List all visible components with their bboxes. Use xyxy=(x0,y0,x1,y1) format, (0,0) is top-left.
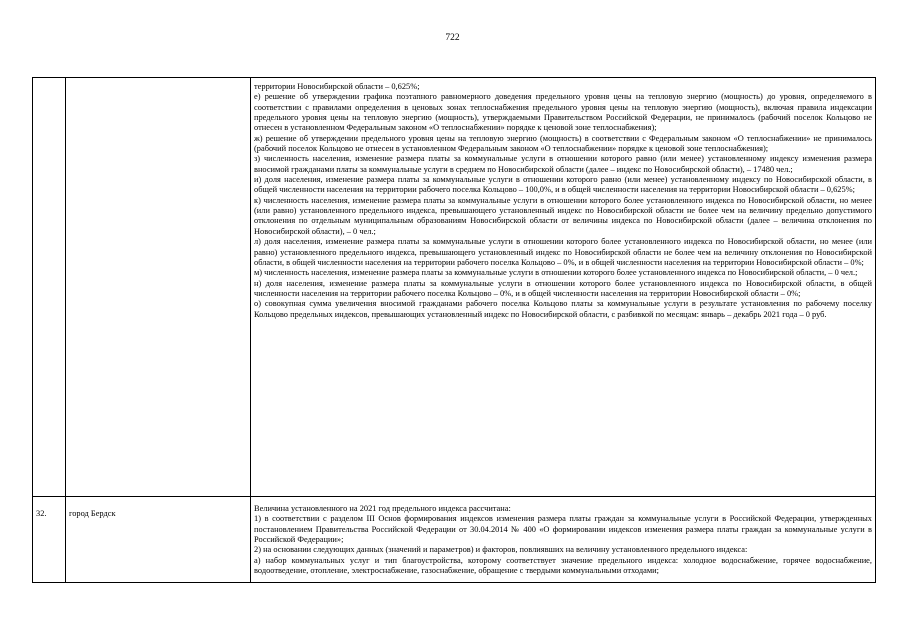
table-row xyxy=(33,78,876,497)
row-number-cell: 32. xyxy=(33,497,66,583)
paragraph: а) набор коммунальных услуг и тип благоустройства, которому соответствует значение предельного индекса: холодное водоснабжение, горячее водоснабжение, водоотведение, отопление, электроснабжение, газоснабжение, обращение с твердыми коммунальными отходами; xyxy=(254,555,872,576)
document-table xyxy=(32,77,876,583)
page-number: 722 xyxy=(445,33,460,43)
paragraph: о) совокупная сумма увеличения вносимой гражданами рабочего поселка Кольцово платы за коммунальные услуги в результате установления по рабочему поселку Кольцово предельных индексов, превышающих установленный индекс по Новосибирской области, с разбивкой по месяцам: январь – декабрь 2021 года – 0 руб. xyxy=(254,299,872,319)
row-number-cell xyxy=(33,78,66,497)
paragraph: и) доля населения, изменение размера платы за коммунальные услуги в отношении которого равно (или менее) установленному индексу по Новосибирской области, в общей численности населения на территории рабочего поселка Кольцово – 100,0%, и в общей численности населения на территории Новосибирской области – 0,625%; xyxy=(254,175,872,195)
paragraph: е) решение об утверждении графика поэтапного равномерного доведения предельного уровня цены на тепловую энергию (мощность) до уровня, определяемого в соответствии с правилами определения в ценовых зонах теплоснабжения предельного уровня цены на тепловую энергию (мощность), включая правила индексации предельного уровня цены на тепловую энергию (мощность), утверждаемыми Правительством Российской Федерации, не принималось (рабочий поселок Кольцово не отнесен в установленном Федеральным законом «О теплоснабжении» порядке к ценовой зоне теплоснабжения); xyxy=(254,92,872,133)
municipality-name-cell xyxy=(66,78,251,497)
paragraph: Величина установленного на 2021 год предельного индекса рассчитана: xyxy=(254,504,511,513)
paragraph: территории Новосибирской области – 0,625%; xyxy=(254,82,420,91)
row-text-cell xyxy=(251,497,876,583)
paragraph: ж) решение об утверждении предельного уровня цены на тепловую энергию (мощность) в соответствии с Федеральным законом «О теплоснабжении» не принималось (рабочий поселок Кольцово не отнесен в установленном Федеральным законом «О теплоснабжении» порядке к ценовой зоне теплоснабжения); xyxy=(254,133,872,154)
row-text-cell xyxy=(251,78,876,497)
paragraph: м) численность населения, изменение размера платы за коммунальные услуги в отношении которого более установленного индекса по Новосибирской области, – 0 чел.; xyxy=(254,268,858,278)
paragraph: 2) на основании следующих данных (значений и параметров) и факторов, повлиявших на величину установленного предельного индекса: xyxy=(254,545,748,555)
table-row xyxy=(33,497,876,583)
paragraph: к) численность населения, изменение размера платы за коммунальные услуги в отношении которого более установленного индекса по Новосибирской области, но менее (или равно) установленного предельного индекса, превышающего установленный индекс по Новосибирской области не более чем на величину предельно допустимого отклонения по отдельным муниципальным образованиям Новосибирской области от величины индекса по Новосибирской области (далее – величина отклонения по Новосибирской области), – 0 чел.; xyxy=(254,195,872,236)
paragraph: з) численность населения, изменение размера платы за коммунальные услуги в отношении которого равно (или менее) установленному индексу изменения размера вносимой гражданами платы за коммунальные услуги в среднем по Новосибирской области (далее – индекс по Новосибирской области), – 17480 чел.; xyxy=(254,154,872,174)
paragraph: л) доля населения, изменение размера платы за коммунальные услуги в отношении которого более установленного индекса по Новосибирской области, но менее (или равно) установленного предельного индекса, превышающего установленный индекс по Новосибирской области не более чем на величину отклонения по Новосибирской области, в общей численности населения на территории рабочего поселка Кольцово – 0%, и в общей численности населения на территории Новосибирской области – 0%; xyxy=(254,237,872,267)
paragraph: 1) в соответствии с разделом III Основ формирования индексов изменения размера платы граждан за коммунальные услуги в Российской Федерации, утвержденных постановлением Правительства Российской Федерации от 30.04.2014 № 400 «О формировании индексов изменения размера платы граждан за коммунальные услуги в Российской Федерации»; xyxy=(254,514,872,545)
municipality-name-cell: город Бердск xyxy=(66,497,251,583)
paragraph: н) доля населения, изменение размера платы за коммунальные услуги в отношении которого более установленного индекса по Новосибирской области, в общей численности населения на территории рабочего поселка Кольцово – 0%, и в общей численности населения на территории Новосибирской области – 0%; xyxy=(254,278,872,298)
